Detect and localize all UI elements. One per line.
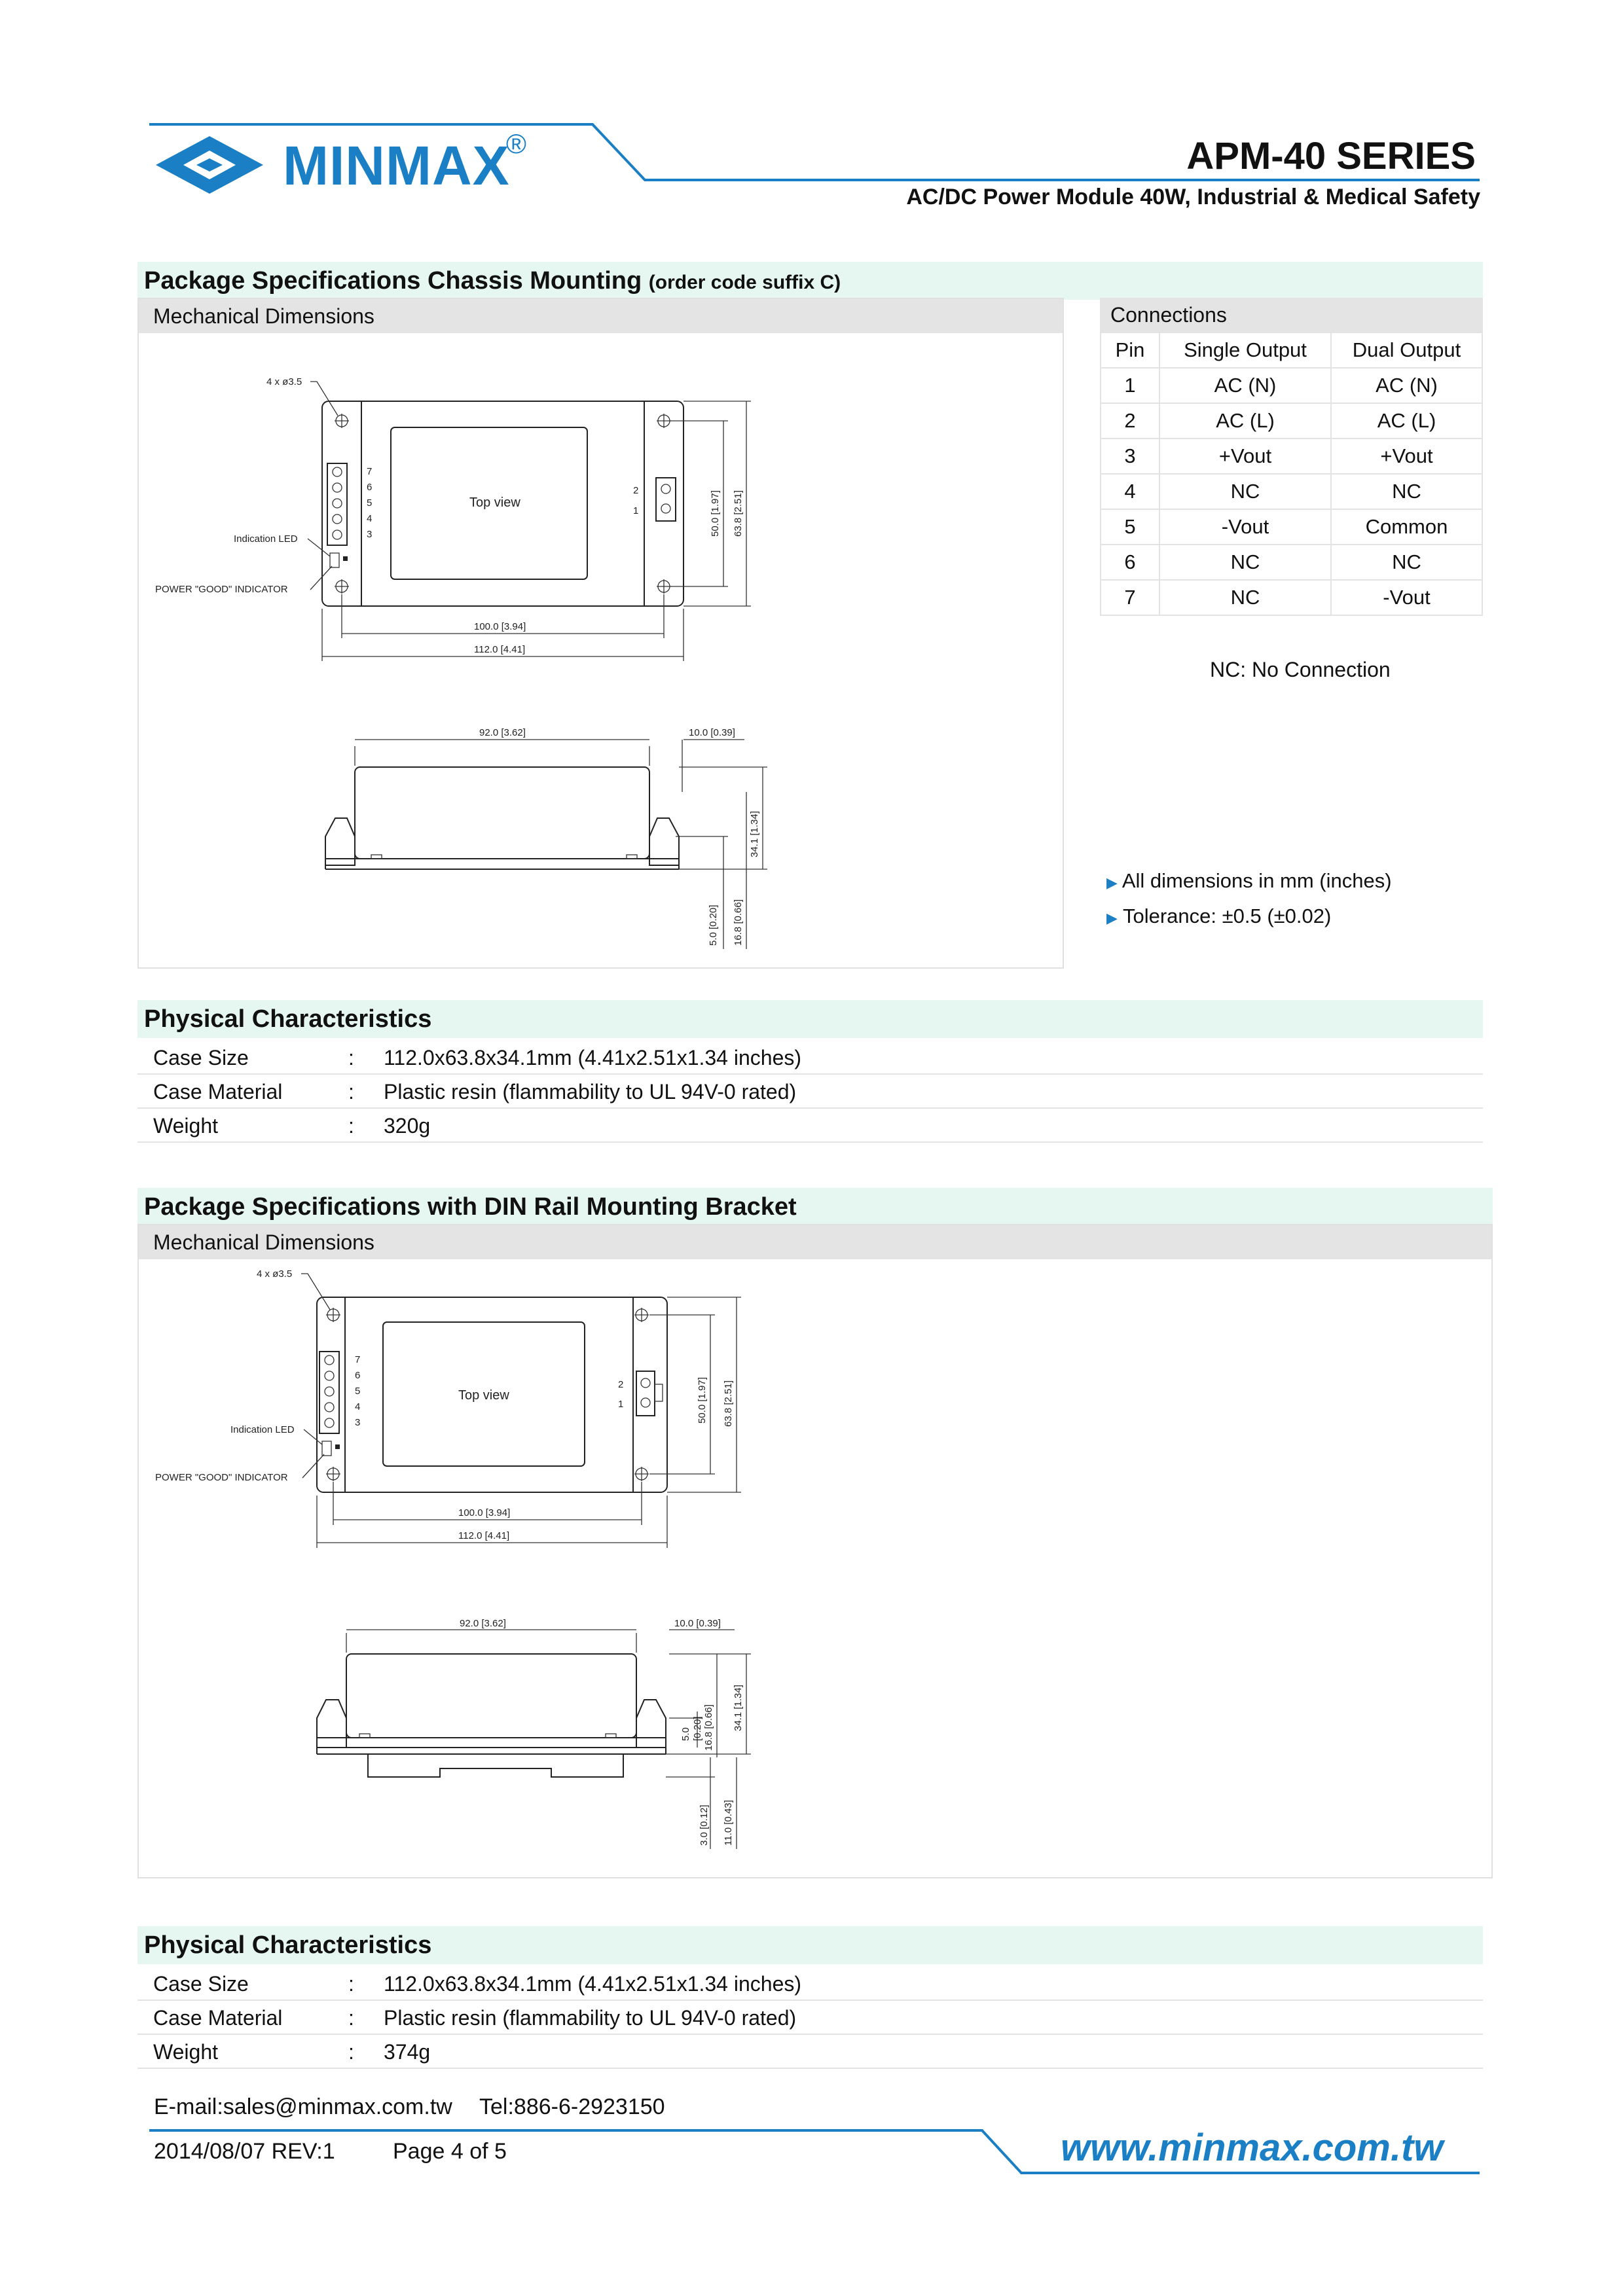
table-cell: 1 — [1101, 368, 1159, 403]
dim-3: 3.0 [0.12] — [699, 1804, 710, 1846]
mech-label-1: Mechanical Dimensions — [139, 299, 1063, 333]
mech-label-2: Mechanical Dimensions — [139, 1225, 1491, 1259]
table-header: Pin — [1101, 332, 1159, 368]
dim-11: 11.0 [0.43] — [723, 1800, 734, 1846]
connections-title: Connections — [1100, 298, 1483, 332]
physical2-title: Physical Characteristics — [137, 1926, 1483, 1964]
pin-label: 2 — [633, 485, 639, 496]
dim-50: 50.0 [1.97] — [697, 1377, 708, 1424]
char-label: Weight — [153, 1114, 219, 1138]
series-title: APM-40 SERIES — [1186, 135, 1476, 177]
power-good-label: POWER "GOOD" INDICATOR — [155, 584, 288, 595]
pin-label: 7 — [355, 1354, 361, 1365]
note-text: Tolerance: ±0.5 (±0.02) — [1122, 905, 1332, 927]
pin-label: 1 — [633, 505, 639, 516]
char-label: Case Material — [153, 2006, 283, 2030]
table-cell: 4 — [1101, 474, 1159, 509]
char-sep: : — [348, 2006, 354, 2030]
dim-16: 16.8 [0.66] — [703, 1704, 714, 1751]
dim-112: 112.0 [4.41] — [474, 644, 526, 655]
char-row — [137, 1967, 1483, 2001]
char-row — [137, 1075, 1483, 1109]
table-cell: -Vout — [1331, 580, 1482, 615]
table-header-row — [1101, 332, 1482, 368]
char-sep: : — [348, 1972, 354, 1996]
table-header: Dual Output — [1331, 332, 1482, 368]
char-value: 320g — [384, 1114, 431, 1138]
table-cell: AC (L) — [1159, 403, 1331, 439]
indication-led-label: Indication LED — [234, 533, 298, 545]
pin-label: 6 — [367, 482, 373, 493]
pin-label: 4 — [367, 513, 373, 524]
pin-label: 1 — [618, 1399, 624, 1410]
char-value: 374g — [384, 2040, 431, 2064]
table-cell: NC — [1159, 474, 1331, 509]
char-row — [137, 1109, 1483, 1143]
dim-100: 100.0 [3.94] — [458, 1507, 511, 1518]
triangle-bullet-icon: ▶ — [1106, 874, 1118, 891]
section2-title: Package Specifications with DIN Rail Mounting Bracket — [137, 1188, 1493, 1226]
table-cell: 3 — [1101, 439, 1159, 474]
table-cell: NC — [1159, 580, 1331, 615]
table-cell: NC — [1331, 545, 1482, 580]
dim-92: 92.0 [3.62] — [479, 727, 526, 738]
table-cell: AC (N) — [1159, 368, 1331, 403]
pin-label: 5 — [367, 497, 373, 509]
pin-label: 3 — [355, 1417, 361, 1428]
pin-label: 5 — [355, 1386, 361, 1397]
pin-label: 6 — [355, 1370, 361, 1381]
table-cell: +Vout — [1331, 439, 1482, 474]
section1-title-suffix: (order code suffix C) — [648, 272, 841, 293]
section1-title — [137, 262, 1483, 300]
table-row — [1101, 509, 1482, 545]
char-label: Weight — [153, 2040, 219, 2064]
connections-table — [1100, 332, 1483, 616]
dim-34: 34.1 [1.34] — [733, 1685, 744, 1731]
holes-label: 4 x ø3.5 — [266, 376, 302, 387]
pin-label: 2 — [618, 1379, 624, 1390]
char-label: Case Size — [153, 1972, 249, 1996]
dim-100: 100.0 [3.94] — [474, 621, 526, 632]
pin-label: 7 — [367, 466, 373, 477]
char-sep: : — [348, 1080, 354, 1103]
table-cell: 7 — [1101, 580, 1159, 615]
table-row — [1101, 403, 1482, 439]
dim-112: 112.0 [4.41] — [458, 1530, 510, 1541]
din-rail-drawing — [139, 1260, 924, 1875]
char-sep: : — [348, 1046, 354, 1069]
note-dimensions — [1106, 869, 1392, 893]
section1-title-text: Package Specifications Chassis Mounting — [144, 267, 642, 295]
table-cell: NC — [1331, 474, 1482, 509]
table-cell: AC (N) — [1331, 368, 1482, 403]
char-label: Case Material — [153, 1080, 283, 1103]
dim-10: 10.0 [0.39] — [674, 1618, 721, 1629]
table-cell: +Vout — [1159, 439, 1331, 474]
table-header: Single Output — [1159, 332, 1331, 368]
nc-note: NC: No Connection — [1210, 658, 1391, 681]
footer-tel: Tel:886-6-2923150 — [479, 2094, 665, 2119]
triangle-bullet-icon: ▶ — [1106, 910, 1118, 926]
char-value: Plastic resin (flammability to UL 94V-0 rated) — [384, 2006, 797, 2030]
dim-50: 50.0 [1.97] — [710, 490, 721, 537]
table-row — [1101, 545, 1482, 580]
dim-5: 5.0 [0.20] — [708, 905, 719, 946]
dim-5b: [0.20] — [692, 1716, 703, 1741]
char-value: Plastic resin (flammability to UL 94V-0 rated) — [384, 1080, 797, 1103]
char-label: Case Size — [153, 1046, 249, 1069]
dim-5a: 5.0 — [680, 1727, 691, 1741]
table-cell: 5 — [1101, 509, 1159, 545]
footer-email[interactable]: E-mail:sales@minmax.com.tw — [154, 2094, 452, 2119]
char-row — [137, 2035, 1483, 2069]
brand-name: MINMAX — [283, 135, 510, 196]
table-cell: 2 — [1101, 403, 1159, 439]
series-subtitle: AC/DC Power Module 40W, Industrial & Medical Safety — [906, 185, 1480, 209]
table-cell: NC — [1159, 545, 1331, 580]
dim-10: 10.0 [0.39] — [689, 727, 735, 738]
pin-label: 3 — [367, 529, 373, 540]
power-good-label: POWER "GOOD" INDICATOR — [155, 1472, 288, 1483]
note-tolerance — [1106, 905, 1331, 928]
registered-mark: ® — [506, 128, 526, 159]
dim-34: 34.1 [1.34] — [749, 811, 760, 857]
footer-website-link[interactable]: www.minmax.com.tw — [1061, 2126, 1444, 2169]
char-row — [137, 1041, 1483, 1075]
table-row — [1101, 439, 1482, 474]
footer-page: Page 4 of 5 — [393, 2139, 507, 2164]
holes-label: 4 x ø3.5 — [257, 1268, 293, 1280]
dim-63: 63.8 [2.51] — [733, 490, 744, 537]
char-sep: : — [348, 1114, 354, 1138]
table-cell: 6 — [1101, 545, 1159, 580]
top-view-label: Top view — [469, 495, 520, 510]
indication-led-label: Indication LED — [230, 1424, 295, 1435]
dim-63: 63.8 [2.51] — [723, 1380, 734, 1427]
table-row — [1101, 580, 1482, 615]
dim-92: 92.0 [3.62] — [460, 1618, 506, 1629]
char-row — [137, 2001, 1483, 2035]
char-value: 112.0x63.8x34.1mm (4.41x2.51x1.34 inches) — [384, 1972, 802, 1996]
table-cell: -Vout — [1159, 509, 1331, 545]
table-cell: Common — [1331, 509, 1482, 545]
minmax-logo-icon — [151, 131, 268, 200]
note-text: All dimensions in mm (inches) — [1122, 869, 1392, 892]
pin-label: 4 — [355, 1401, 361, 1412]
physical1-title: Physical Characteristics — [137, 1000, 1483, 1038]
table-cell: AC (L) — [1331, 403, 1482, 439]
table-row — [1101, 474, 1482, 509]
dim-16: 16.8 [0.66] — [733, 899, 744, 946]
table-row — [1101, 368, 1482, 403]
chassis-drawing — [139, 334, 1062, 962]
top-view-label: Top view — [458, 1388, 509, 1403]
char-sep: : — [348, 2040, 354, 2064]
char-value: 112.0x63.8x34.1mm (4.41x2.51x1.34 inches) — [384, 1046, 802, 1069]
footer-date-rev: 2014/08/07 REV:1 — [154, 2139, 335, 2164]
